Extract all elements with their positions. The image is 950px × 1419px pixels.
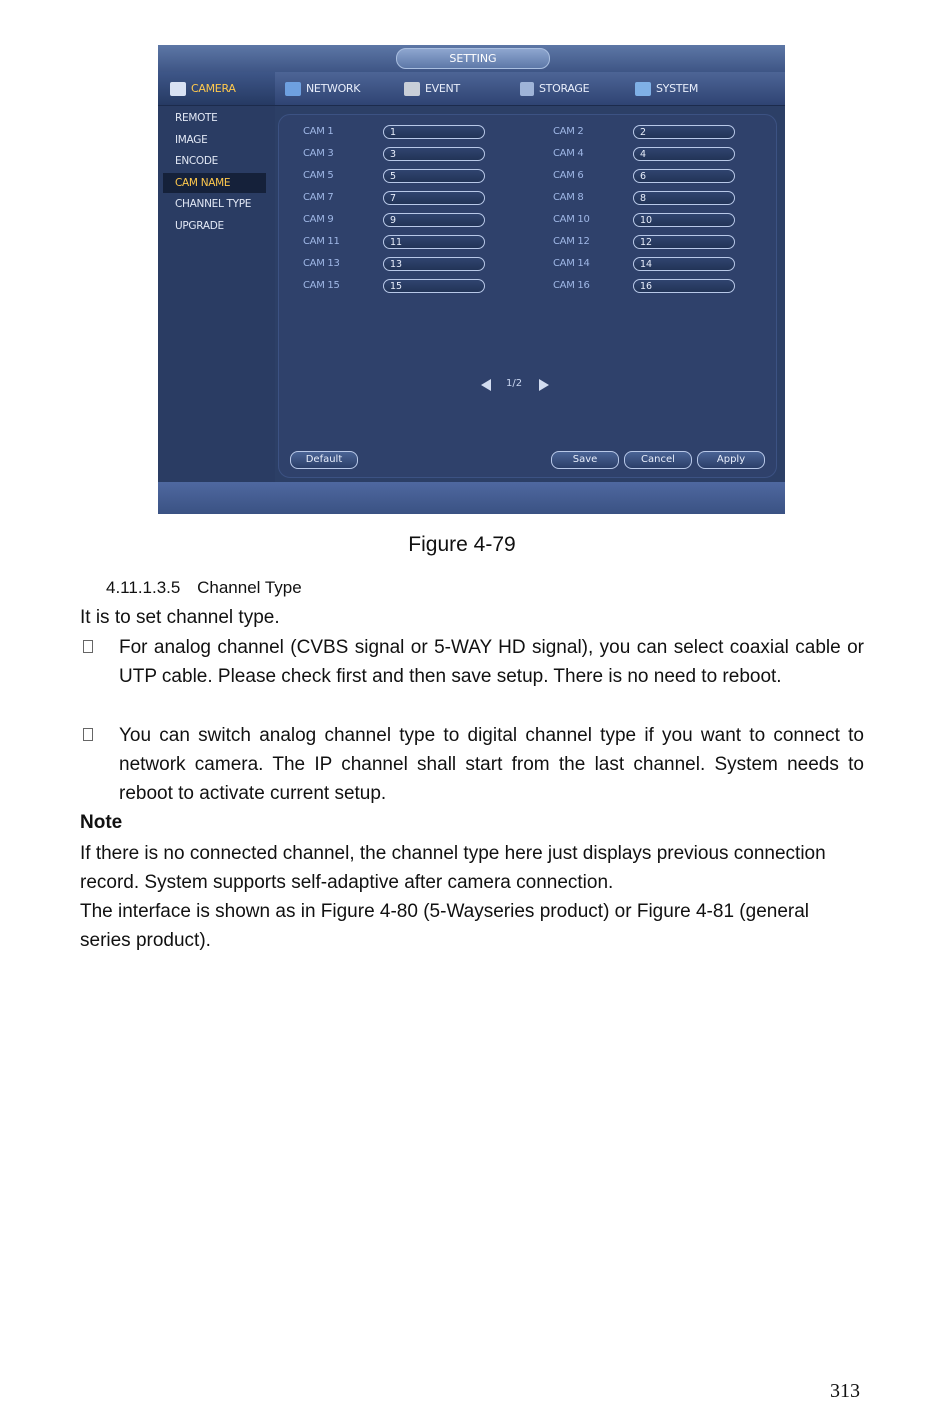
cam-name-input[interactable]: 11 — [383, 235, 485, 249]
cam-name-input[interactable]: 10 — [633, 213, 735, 227]
note-line: series product). — [80, 930, 211, 951]
note-line: If there is no connected channel, the channel type here just displays previous connection — [80, 843, 826, 864]
cam-name-input[interactable]: 9 — [383, 213, 485, 227]
figure-screenshot — [158, 45, 785, 514]
cam-label: CAM 9 — [303, 214, 334, 225]
cam-label: CAM 10 — [553, 214, 590, 225]
cam-label: CAM 13 — [303, 258, 340, 269]
nav-item-image[interactable]: IMAGE — [175, 134, 208, 146]
cam-name-input[interactable]: 8 — [633, 191, 735, 205]
tab-storage[interactable] — [520, 72, 589, 105]
nav-item-remote[interactable]: REMOTE — [175, 112, 218, 124]
cam-name-input[interactable]: 15 — [383, 279, 485, 293]
bullet-box-icon — [83, 640, 93, 653]
cancel-button[interactable]: Cancel — [624, 451, 692, 469]
title-bar — [158, 45, 785, 72]
cam-name-input[interactable]: 13 — [383, 257, 485, 271]
tab-network[interactable] — [285, 72, 360, 105]
bullet-item — [80, 633, 864, 691]
cam-name-input[interactable]: 4 — [633, 147, 735, 161]
apply-button[interactable]: Apply — [697, 451, 765, 469]
left-nav — [158, 106, 275, 482]
cam-name-input[interactable]: 7 — [383, 191, 485, 205]
window-title: SETTING — [396, 48, 550, 69]
camera-icon — [170, 82, 186, 96]
cam-name-input[interactable]: 14 — [633, 257, 735, 271]
cam-label: CAM 8 — [553, 192, 584, 203]
section-title: Channel Type — [197, 578, 302, 597]
cam-label: CAM 3 — [303, 148, 334, 159]
page-indicator: 1/2 — [506, 378, 523, 389]
bullet-box-icon — [83, 728, 93, 741]
cam-name-input[interactable]: 12 — [633, 235, 735, 249]
pager — [477, 377, 557, 393]
note-label: Note — [80, 812, 123, 833]
cam-name-input[interactable]: 6 — [633, 169, 735, 183]
cam-label: CAM 5 — [303, 170, 334, 181]
note-line: The interface is shown as in Figure 4-80 (5-Wayseries product) or Figure 4-81 (general — [80, 901, 810, 922]
bullet-item — [80, 721, 864, 808]
tab-camera[interactable] — [158, 72, 275, 105]
cam-label: CAM 12 — [553, 236, 590, 247]
storage-icon — [520, 82, 534, 96]
nav-item-upgrade[interactable]: UPGRADE — [175, 220, 224, 232]
footer-bar — [158, 482, 785, 514]
cam-label: CAM 2 — [553, 126, 584, 137]
cam-name-input[interactable]: 1 — [383, 125, 485, 139]
cam-name-panel — [278, 114, 777, 478]
tab-label: CAMERA — [191, 82, 236, 95]
cam-label: CAM 14 — [553, 258, 590, 269]
cam-label: CAM 11 — [303, 236, 340, 247]
cam-label: CAM 1 — [303, 126, 334, 137]
bullet-text: For analog channel (CVBS signal or 5-WAY HD signal), you can select coaxial cable or UTP cable. Please check first and then save setup. There is no need to reboot. — [119, 637, 864, 687]
tab-bar — [158, 72, 785, 106]
tab-event[interactable] — [404, 72, 460, 105]
cam-label: CAM 6 — [553, 170, 584, 181]
nav-item-cam-name[interactable]: CAM NAME — [163, 173, 266, 193]
prev-page-icon[interactable] — [481, 379, 491, 391]
next-page-icon[interactable] — [539, 379, 549, 391]
tab-label: NETWORK — [306, 82, 361, 95]
cam-name-input[interactable]: 5 — [383, 169, 485, 183]
tab-label: STORAGE — [539, 82, 590, 95]
event-icon — [404, 82, 420, 96]
intro-paragraph: It is to set channel type. — [80, 607, 280, 628]
section-number: 4.11.1.3.5 — [106, 578, 181, 597]
tab-label: EVENT — [425, 82, 460, 95]
note-line: record. System supports self-adaptive after camera connection. — [80, 872, 614, 893]
cam-label: CAM 16 — [553, 280, 590, 291]
section-heading — [106, 578, 302, 598]
nav-item-channel-type[interactable]: CHANNEL TYPE — [175, 198, 252, 210]
tab-label: SYSTEM — [656, 82, 699, 95]
system-icon — [635, 82, 651, 96]
save-button[interactable]: Save — [551, 451, 619, 469]
network-icon — [285, 82, 301, 96]
cam-label: CAM 15 — [303, 280, 340, 291]
default-button[interactable]: Default — [290, 451, 358, 469]
cam-label: CAM 4 — [553, 148, 584, 159]
cam-name-input[interactable]: 2 — [633, 125, 735, 139]
cam-name-input[interactable]: 16 — [633, 279, 735, 293]
cam-name-input[interactable]: 3 — [383, 147, 485, 161]
tab-system[interactable] — [635, 72, 698, 105]
figure-caption: Figure 4-79 — [408, 533, 516, 556]
bullet-text: You can switch analog channel type to digital channel type if you want to connect to network camera. The IP channel shall start from the last channel. System needs to reboot to activate current setup. — [119, 725, 864, 804]
page-number: 313 — [830, 1380, 860, 1402]
cam-label: CAM 7 — [303, 192, 334, 203]
nav-item-encode[interactable]: ENCODE — [175, 155, 219, 167]
